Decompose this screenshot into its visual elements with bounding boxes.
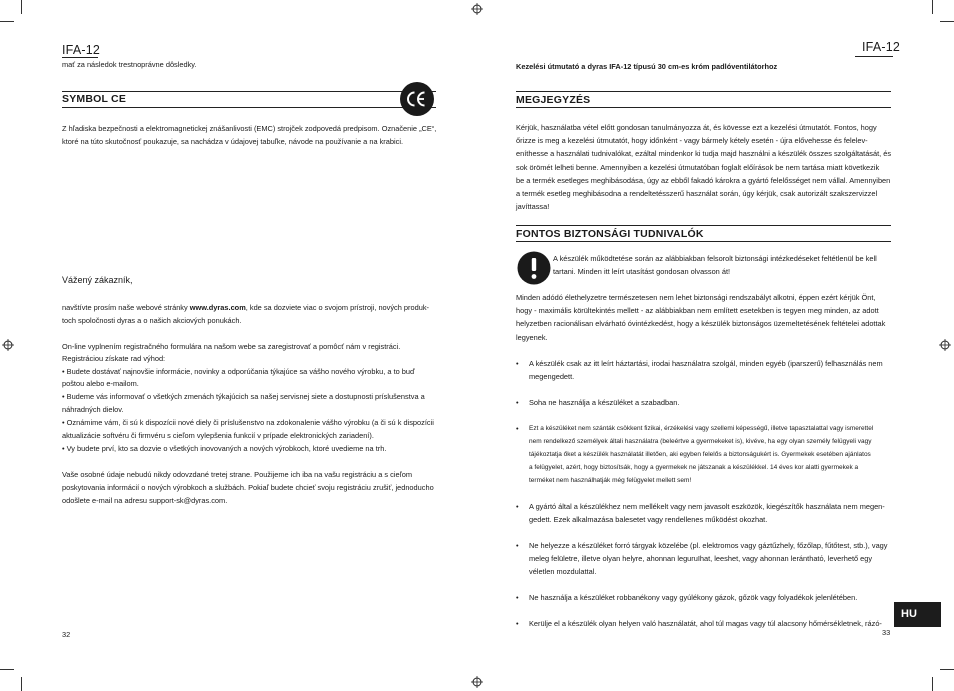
note-line: javíttassa! (516, 202, 550, 212)
bullet-line: A gyártó által a készülékhez nem mellékelt vagy nem javasolt eszközök, kiegészítők használata nem megen- (529, 502, 885, 511)
benefit-item: poštou alebo e-mailom. (62, 379, 139, 388)
document-title: Kezelési útmutató a dyras IFA-12 típusú 30 cm-es króm padlóventilátorhoz (516, 62, 778, 71)
header-rule (62, 57, 98, 58)
general-line: hogy - maximális körültekintés mellett - az alábbiakban nem említett esetekben is tegyen meg minden, az adott (516, 306, 879, 316)
bullet-icon: • (516, 502, 519, 511)
page-number: 33 (882, 628, 891, 637)
benefit-item: aktualizácie softvéru či firmvéru s cieľom vylepšenia funkcií v prípade elektronických zariadení). (62, 431, 374, 440)
bullet-line: Soha ne használja a készüléket a szabadban. (529, 398, 680, 407)
symbol-ce-heading: SYMBOL CE (62, 93, 127, 105)
bullet-line: véletlen mozdulattal. (529, 566, 597, 576)
intro-line: mať za následok trestnoprávne dôsledky. (62, 60, 197, 69)
note-line: őrizze is meg a kezelési útmutatót, hogy időnként - vagy bármely kétely esetén - újra elővehesse és felelev- (516, 136, 868, 146)
general-line: legyenek. (516, 332, 548, 342)
bullet-line: meleg felületre, illetve olyan helyre, ahonnan leguruIhat, leeshet, vagy ahonnan leránthatό, leverhető egy (529, 553, 873, 563)
page-number: 32 (62, 630, 71, 639)
bullet-icon: • (516, 593, 519, 602)
warning-text: tartani. Minden itt leírt utasítást gondosan olvasson át! (553, 267, 731, 276)
general-line: helyzetben racionálisan elvárható óvintézkedést, hogy a készülék biztonságos üzemeltetésének feltételei adottak (516, 319, 886, 329)
section-rule (516, 107, 891, 108)
section-rule (516, 91, 891, 92)
bullet-line: tájékoztatja őket a készülék használatát illetően, aki egyben felelős a biztonságukért is. Gyermekek esetében ajánlatos (529, 450, 871, 458)
benefit-item: • Oznámime vám, či sú k dispozícii nové diely či príslušenstvo na zdokonalenie vášho výrobku (a či sú k dispozícii (62, 418, 434, 427)
benefit-item: • Vy budete prví, kto sa dozvie o všetkých inovovaných a nových výrobkoch, ktoré uvedieme na trh. (62, 444, 387, 453)
header-rule (855, 56, 893, 57)
benefit-item: náhradných dielov. (62, 405, 124, 414)
model-label: IFA-12 (62, 43, 101, 57)
bullet-line: megengedett. (529, 371, 575, 381)
website-link[interactable]: www.dyras.com (189, 303, 246, 312)
bullet-icon: • (516, 398, 519, 407)
visit-text: , kde sa dozviete viac o svojom prístroji, nových produk- (245, 303, 429, 312)
visit-paragraph (62, 302, 429, 315)
language-tab: HU (894, 602, 941, 627)
note-line: sok örömét lelheti benne. Amennyiben a kezelési útmutatóban foglalt előírások be nem tartása miatt következik (516, 162, 880, 172)
general-line: Minden adódó élethelyzetre természetesen nem lehet biztonsági rendszabályt alkotni, éppen ezért kérjük Önt, (516, 293, 876, 302)
note-line: Kérjük, használatba vétel előtt gondosan tanulmányozza át, és kövesse ezt a kezelési útmutatót. Fontos, hogy (516, 123, 877, 132)
ce-paragraph: Z hľadiska bezpečnosti a elektromagnetickej znášanlivosti (EMC) strojček zodpovedá predpisom. Označenie „CE“, (62, 124, 437, 133)
section-rule (62, 107, 436, 108)
ce-paragraph: ktoré na túto skutočnosť poukazuje, sa nachádza v údajovej tabuľke, návode na používanie a na krabici. (62, 137, 404, 146)
ce-mark-icon (399, 81, 435, 117)
visit-text: navštívte prosím naše webové stránky (62, 303, 190, 312)
bullet-line: Ne helyezze a készüléket forró tárgyak közelébe (pl. elektromos vagy gáztűzhely, főzőlap, fűtőtest, stb.), vagy (529, 541, 888, 550)
online-paragraph: Registráciou získate rad výhod: (62, 354, 166, 363)
privacy-paragraph: poskytovania informácií o nových výrobkoch a službách. Pokiaľ budete chcieť svoju registráciu zrušiť, jednoducho (62, 483, 434, 492)
bullet-line: a felügyelet, azért, hogy biztosítsák, hogy a gyermekek ne játszanak a készülékkel. 14 éves kor alatti gyermekek a (529, 463, 859, 471)
bullet-line: Kerülje el a készülék olyan helyen való használatát, ahol túl magas vagy túl alacsony hőmérsékletnek, rázó- (529, 619, 882, 628)
note-line: a termék esetleg meghibásodna a rendeltetésszerű használat során, úgy kérjük, csak autorizált szakszervizzel (516, 189, 878, 198)
section-rule (62, 91, 436, 92)
note-line: be a termék esetleges meghibásodása, úgy az ebből fakadó károkra a gyártó felelősséget nem vállal. Amennyiben (516, 175, 891, 185)
bullet-icon: • (516, 359, 519, 368)
exclamation-warning-icon (517, 251, 551, 285)
bullet-line: A készülék csak az itt leírt háztartási, irodai használatra szolgál, minden egyéb (iparszerű) felhasználás nem (529, 359, 883, 368)
section-rule (516, 225, 891, 226)
bullet-line: Ezt a készüléket nem szánták csökkent fizikai, érzékelési vagy szellemi képességű, illetve tapasztalattal vagy ismerettel (529, 425, 874, 432)
bullet-line: Ne használja a készüléket robbanékony vagy gyúlékony gázok, gőzök vagy folyadékok jelenlétében. (529, 593, 858, 602)
online-paragraph: On-line vyplnením registračného formulára na našom webe sa zaregistrovať a pomôcť nám v registráci. (62, 342, 401, 351)
bullet-line: terméket nem használhatják még felügyelet mellett sem! (529, 476, 692, 484)
safety-heading: FONTOS BIZTONSÁGI TUDNIVALÓK (516, 228, 704, 240)
model-label: IFA-12 (862, 40, 901, 54)
section-rule (516, 241, 891, 242)
bullet-icon: • (516, 619, 519, 628)
bullet-icon: • (516, 424, 519, 433)
warning-text: A készülék működtetése során az alábbiakban felsorolt biztonsági intézkedéseket feltétlenül be kell (553, 254, 877, 263)
benefit-item: • Budete dostávať najnovšie informácie, novinky a odporúčania týkajúce sa vášho nového výrobku, a to buď (62, 367, 415, 376)
bullet-line: nem rendelkező személyek általi használatra (beleértve a gyermekeket is), kivéve, ha egy olyan személy felügyeli vagy (529, 437, 872, 445)
greeting: Vážený zákazník, (62, 275, 133, 285)
right-page (477, 0, 954, 691)
note-line: eníthesse a használati tudnivalókat, ezáltal mindenkor ki tudja majd használni a készülék összes szolgáltatását, és (516, 149, 892, 159)
benefit-item: • Budeme vás informovať o všetkých zmenách týkajúcich sa našej servisnej siete a dostupnosti príslušenstva a (62, 392, 425, 401)
privacy-paragraph: odošlete e-mail na adresu support-sk@dyras.com. (62, 496, 228, 505)
bullet-icon: • (516, 541, 519, 550)
bullet-line: gedett. Ezek alkalmazása balesetet vagy rendellenes működést okozhat. (529, 514, 768, 524)
privacy-paragraph: Vaše osobné údaje nebudú nikdy odovzdané tretej strane. Použijeme ich iba na vašu registráciu a s cieľom (62, 470, 412, 479)
visit-paragraph: toch spoločnosti dyras a o našich akciových ponukách. (62, 316, 242, 325)
note-heading: MEGJEGYZÉS (516, 94, 591, 106)
